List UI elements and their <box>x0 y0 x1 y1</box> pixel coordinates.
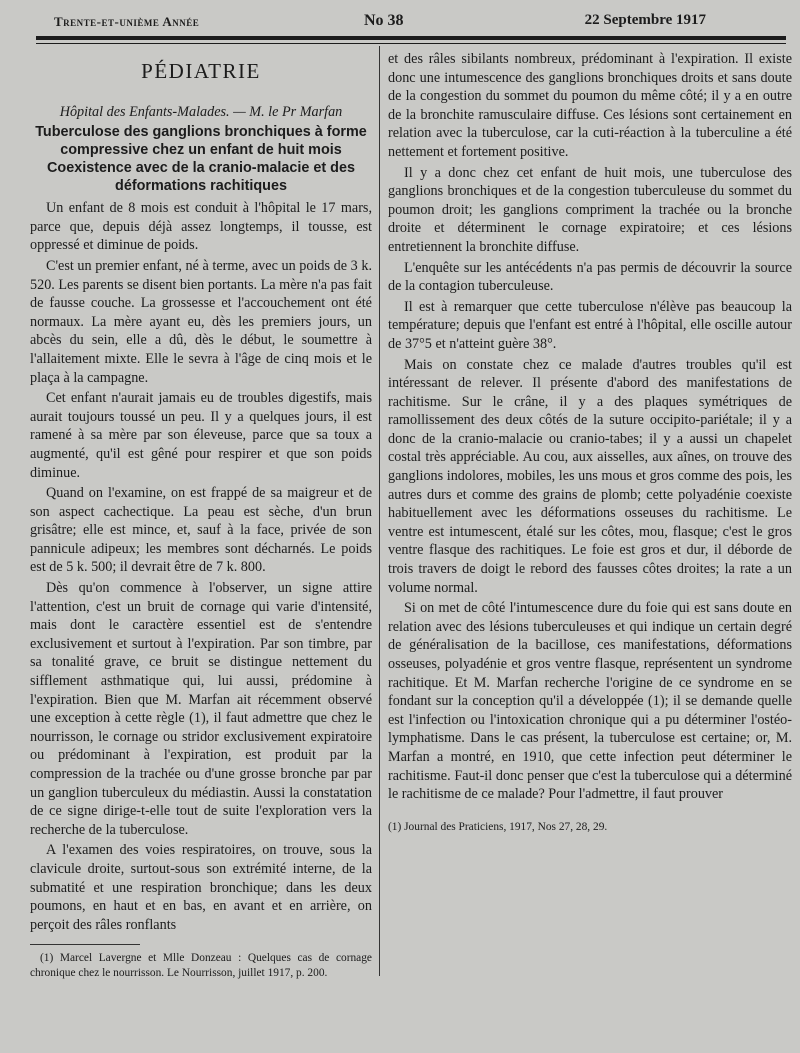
paragraph: Quand on l'examine, on est frappé de sa maigreur et de son aspect cachectique. La peau est sèche, d'un brun grisâtre; elle est mince, et, sauf à la face, privée de son pannicule adipeux; les membres sont décharnés. Le poids est de 5 k. 500; il devrait être de 7 k. 800. <box>30 485 372 576</box>
paragraph: Cet enfant n'aurait jamais eu de troubles digestifs, mais aurait toujours toussé un peu. Il y a quelques jours, il est ramené à sa mère par son éleveuse, parce que sa toux a augmenté, qu'il est gêné pour respirer et que son poids diminue. <box>30 390 372 481</box>
footnote: (1) Marcel Lavergne et Mlle Donzeau : Quelques cas de cornage chronique chez le nourrisson. Le Nourrisson, juillet 1917, p. 200. <box>30 952 372 979</box>
left-column <box>30 50 372 981</box>
paragraph: Il y a donc chez cet enfant de huit mois, une tuberculose des ganglions bronchiques et de la congestion tuberculeuse du sommet du poumon droit; les ganglions compriment la trachée ou la bronche droite et déterminent le cornage expiratoire; et ces lésions entretiennent la bronchite diffuse. <box>388 164 792 255</box>
running-header <box>34 10 784 32</box>
header-volume: Trente-et-unième Année <box>54 14 200 29</box>
paragraph: C'est un premier enfant, né à terme, avec un poids de 3 k. 520. Les parents se disent bien portants. La mère n'a pas fait de fausse couche. La grossesse et l'accouchement ont été normaux. La mère ayant eu, dès les premiers jours, un abcès du sein, elle a dû, dès le début, le soumettre à l'allaitement mixte. Elle le sevra à l'âge de cinq mois et le plaça à la campagne. <box>30 257 372 386</box>
paragraph: Si on met de côté l'intumescence dure du foie qui est sans doute en relation avec des lésions tuberculeuses et qui indique un certain degré de généralisation de la bacillose, ces manifestations, déformations osseuses, polyadénie et gros ventre flasque, représentent un syndrome rachitique. Et M. Marfan recherche l'origine de ce syndrome en se fondant sur la conception qu'il a développée (1); il se demande quelle est l'infection ou l'intoxication chronique qui a pu déterminer l'ostéo-lymphatisme. Dans le cas présent, la tuberculose est certaine; or, M. Marfan a montré, en 1910, que cette infection peut déterminer le rachitisme. Faut-il donc penser que c'est la tuberculose qui a déterminé le rachitisme de ce malade? Pour l'admettre, il faut prouver <box>388 600 792 803</box>
footnote-rule <box>30 944 140 945</box>
paragraph: Un enfant de 8 mois est conduit à l'hôpital le 17 mars, parce que, depuis déjà assez longtemps, il tousse, est oppressé et diminue de poids. <box>30 200 372 254</box>
paragraph: A l'examen des voies respiratoires, on trouve, sous la clavicule droite, surtout-sous son extrémité interne, de la submatité et une respiration bronchique; dans les deux poumons, en haut et en bas, en avant et en arrière, on perçoit des râles ronflants <box>30 842 372 933</box>
header-issue-number: No 38 <box>364 12 404 29</box>
column-divider <box>379 46 380 976</box>
header-rule-thin <box>36 43 786 44</box>
paragraph: Mais on constate chez ce malade d'autres troubles qu'il est intéressant de relever. Il présente d'abord des manifestations de rachitisme. Sur le crâne, il y a des plaques symétriques de ramollissement des deux côtés de la suture occipito-pariétale; il y a donc de la cranio-malacie ou cranio-tabes; il y a aussi un chapelet costal très appréciable. Au cou, aux aisselles, aux aînes, on trouve des ganglions indolores, mobiles, les uns mous et gros comme des pois, les autres durs et comme des grains de plomb; cette polyadénie coexiste habituellement avec les déformations osseuses du rachitisme. Le ventre est intumescent, étalé sur les côtes, mou, flasque; c'est le gros ventre flasque des rachitiques. Le foie est gros et dur, il déborde de trois travers de doigt le rebord des fausses côtes droites; la rate a un volume normal. <box>388 356 792 596</box>
header-rule-thick <box>36 36 786 40</box>
paragraph: Il est à remarquer que cette tuberculose n'élève pas beaucoup la température; depuis que l'enfant est entré à l'hôpital, elle oscille autour de 37°5 et n'atteint guère 38°. <box>388 298 792 352</box>
section-heading: PÉDIATRIE <box>141 59 261 83</box>
header-date: 22 Septembre 1917 <box>584 12 706 28</box>
hospital-byline: Hôpital des Enfants-Malades. — M. le Pr Marfan <box>59 103 343 120</box>
paragraph: Dès qu'on commence à l'observer, un signe attire l'attention, c'est un bruit de cornage qui varie d'intensité, mais dont le caractère essentiel est de s'entendre exclusivement et surtout à l'expiration. Par son timbre, par sa tonalité grave, ce bruit se distingue nettement du sifflement asthmatique qui, lui aussi, prédomine à l'expiration. Bien que M. Marfan ait récemment observé une exception à cette règle (1), il faut admettre que chez le nourrisson, le cornage ou stridor exclusivement expiratoire ou prédominant à l'expiration, est produit par la compression de la trachée ou d'une grosse bronche par par un ganglion tuberculeux du médiastin. Aussi la constatation de ce signe dirige-t-elle tout de suite l'exploration vers la recherche de la tuberculose. <box>30 580 372 838</box>
paragraph: et des râles sibilants nombreux, prédominant à l'expiration. Il existe donc une intumescence des ganglions bronchiques droits et sans doute de la congestion du sommet du poumon du même côté; il y a en outre de la bronchite ramusculaire diffuse. Ces lésions sont certainement en relation avec la tuberculose, car la cuti-réaction à la tuberculine a été nettement et fortement positive. <box>388 51 792 160</box>
article-title: Tuberculose des ganglions bronchiques à forme compressive chez un enfant de huit mois Coexistence avec de la cranio-malacie et des déformations rachitiques <box>35 124 367 195</box>
right-column <box>388 50 792 834</box>
paragraph: L'enquête sur les antécédents n'a pas permis de découvrir la source de la contagion tuberculeuse. <box>388 259 792 295</box>
footnote: (1) Journal des Praticiens, 1917, Nos 27, 28, 29. <box>388 820 608 833</box>
